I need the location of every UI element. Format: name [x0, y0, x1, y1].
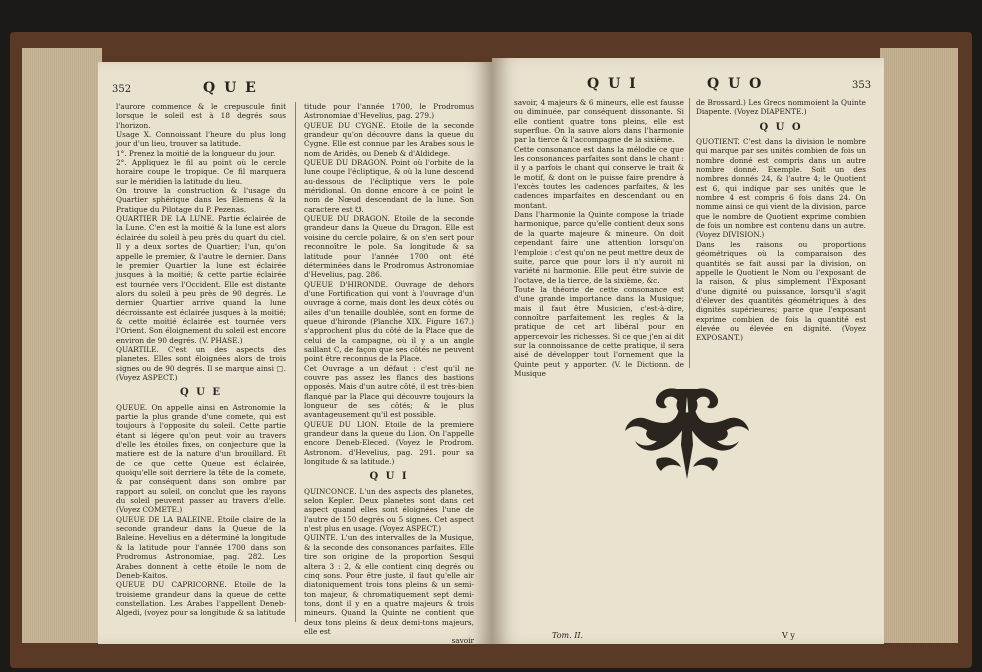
- running-head-left: Q U I: [587, 76, 638, 92]
- paragraph: QUEUE DU DRAGON. Point où l'orbite de la lune coupe l'écliptique, & où la lune descend au-dessous de l'écliptique vers le pole méridional. On donne encore à ce point le nom de Nœud descendant de la lune. Son caractere est ☋.: [304, 158, 474, 214]
- paragraph: Cette consonance est dans la mélodie ce que les consonances parfaites sont dans le chant : il y a parfois le chant qui conserve le trait & le motif, & dont on le puisse faire prendre à l'excès toutes les cadences parfaites, & les cadences imparfaites en descendant ou en montant.: [514, 144, 684, 210]
- paragraph: Dans les raisons ou proportions géométriques où la comparaison des quantités se fait aussi par la division, on appelle le Quotient le Nom ou l'exposant de la raison, & plus simplement l'Exposant d'une dignité ou puissance, lorsqu'il s'agit d'élever des quantités géométriques à des dignités supérieures; parce que l'exposant exprime combien de fois la quantité est élevée ou élevée en dignité. (Voyez EXPOSANT.): [696, 239, 866, 343]
- paragraph: Cet Ouvrage a un défaut : c'est qu'il ne couvre pas assez les flancs des bastions opposés. Mais d'un autre côté, il est très-bien flanqué par la Place qui découvre toujours la longueur de ses côtés; & le plus avantageusement qu'il est possible.: [304, 363, 474, 420]
- column-rule: [295, 102, 296, 622]
- paragraph: titude pour l'année 1700, le Prodromus Astronomiae d'Hevelius, pag. 279.): [304, 102, 474, 121]
- paragraph: QUINTE. L'un des intervalles de la Musique, & la seconde des consonances parfaites. Elle tire son origine de la proportion Sesqui altera 3 : 2, & elle contient cinq degrés ou cinq sons. Pour être juste, il faut qu'elle air diatoniquement trois tons pleins & un semi-ton majeur, & chromatiquement sept demi-tons, dont il y en a quatre majeurs & trois mineurs. Quand la Quinte ne contient que deux tons pleins & deux demi-tons majeurs, elle est: [304, 533, 474, 636]
- paragraph: l'aurore commence & le crepuscule finit lorsque le soleil est à 18 degrés sous l'horizon.: [116, 102, 286, 130]
- section-heading: Q U I: [369, 471, 409, 483]
- left-page: [98, 62, 492, 644]
- running-head-right: Q U O: [707, 76, 764, 92]
- paragraph: QUEUE DU LION. Etoile de la premiere grandeur dans la queue du Lion. On l'appelle encore Deneb-Eleced. (Voyez le Prodrom. Astronom. d'Hevelius, pag. 291. pour sa longitude & sa latitude.): [304, 419, 474, 467]
- running-head: Q U E: [203, 80, 258, 96]
- paragraph: QUEUE. On appelle ainsi en Astronomie la partie la plus grande d'une comete, qui est toujours à l'opposite du soleil. Cette partie étant si légere qu'on peut voir au travers d'elle les étoiles fixes, on conjecture que la matiere est de la nature d'un brouillard. Et de ce que cette Queue est éclairée, quoiqu'elle soit derriere la tête de la comete, & par conséquent dans son ombre par rapport au soleil, on conclut que les rayons du soleil peuvent passer au travers d'elle. (Voyez COMETE.): [116, 402, 286, 515]
- section-heading: Q U O: [759, 121, 803, 133]
- right-page-edges: [880, 48, 958, 643]
- signature-mark: V y: [782, 631, 795, 640]
- page-number: 353: [852, 80, 872, 91]
- column-rule: [689, 98, 690, 368]
- paragraph: QUEUE DU DRAGON. Etoile de la seconde grandeur dans la Queue du Dragon. Elle est voisine du cercle polaire, & on s'en sert pour reconnoître le pole. Sa longitude & sa latitude pour l'année 1700 ont été déterminées dans le Prodromus Astronomiae d'Hevelius, pag. 286.: [304, 214, 474, 280]
- paragraph: QUEUE DU CYGNE. Etoile de la seconde grandeur qu'on découvre dans la queue du Cygne. Elle est connue par les Arabes sous le nom de Aridès, ou Deneb & d'Aldidege.: [304, 120, 474, 158]
- right-column-2: [696, 98, 866, 343]
- paragraph: QUOTIENT. C'est dans la division le nombre qui marque par ses unités combien de fois un nombre donné est compris dans un autre nombre donné. Exemple. Soit un des nombres donnés 24, & l'autre 4; le Quotient est 6, qui indique par ses unités que le nombre 4 est compris 6 fois dans 24. On nomme ainsi ce qui vient de la division, parce que le nombre de Quotient exprime combien de fois un nombre est contenu dans un autre. (Voyez DIVISION.): [696, 137, 866, 240]
- paragraph: Dans l'harmonie la Quinte compose la triade harmonique, parce qu'elle contient deux sons de la quarte majeure & mineure. On doit cependant faire une attention lorsqu'on l'emploie : c'est qu'on ne peut mettre deux de suite, parce que pour lors il n'y auroit ni variété ni harmonie. Elle peut être suivie de l'octave, de la tierce, de la sixième, &c.: [514, 210, 684, 285]
- right-column-1: [514, 98, 684, 378]
- left-page-edges: [22, 48, 102, 643]
- paragraph: savoir, 4 majeurs & 6 mineurs, elle est fausse ou diminuée, par conséquent dissonante. Si elle contient quatre tons pleins, elle est superflue. On la sauve alors dans l'harmonie par la tierce & l'accompagne de la sixième.: [514, 98, 684, 145]
- paragraph: 2°. Appliquez le fil au point où le cercle horaire coupe le tropique. Ce fil marquera sur le méridien la latitude du lieu.: [116, 158, 286, 186]
- footer-volume: Tom. II.: [552, 631, 584, 640]
- paragraph: Usage X. Connoissant l'heure du plus long jour d'un lieu, trouver sa latitude.: [116, 130, 286, 149]
- paragraph: QUEUE D'HIRONDE. Ouvrage de dehors d'une Fortification qui vont à l'ouvrage d'un ouvrage à corne, mais dont les deux côtés ou ailes d'un tenaille doublée, sont en forme de queue d'hironde (Planche XIX. Figure 167.) s'approchent plus du côté de la Place que de celui de la campagne, où il y a un angle saillant C, de façon que ses côtés ne peuvent point être reconnus de la Place.: [304, 279, 474, 364]
- paragraph: 1°. Prenez la moitié de la longueur du jour.: [116, 148, 276, 158]
- paragraph: QUARTIER DE LA LUNE. Partie éclairée de la Lune. C'en est la moitié & la lune est alors éclairée du soleil à peu près du quart du ciel. Il y a deux sortes de Quartier; l'un, qu'on appelle le premier, & l'autre le dernier. Dans le premier Quartier la lune est éclairée jusques à la moitié; & cette partie éclairée est tournée vers l'Occident. Elle est distante alors du soleil à peu près de 90 degrés. Le dernier Quartier arrive quand la lune décroissante est éclairée jusques à la moitié; & cette moitié éclairée est tournée vers l'Orient. Son éloignement du soleil est encore environ de 90 degrés. (V. PHASE.): [116, 214, 286, 345]
- fleuron-ornament: [617, 375, 757, 485]
- page-number: 352: [112, 84, 132, 95]
- paragraph: QUEUE DU CAPRICORNE. Etoile de la troisieme grandeur dans la queue de cette constellation. Les Arabes l'appellent Deneb-Algedi, (voyez pour sa longitude & sa latitude: [116, 580, 286, 618]
- right-page: [492, 58, 884, 644]
- paragraph: QUEUE DE LA BALEINE. Etoile claire de la seconde grandeur dans la Queue de la Baleine. Hevelius en a déterminé la longitude & la latitude pour l'année 1700 dans son Prodromus Astronomiae, pag. 282. Les Arabes donnent à cette étoile le nom de Deneb-Kaitos.: [116, 514, 286, 580]
- section-heading: Q U E: [179, 387, 223, 399]
- left-column-1: [116, 102, 286, 618]
- paragraph: On trouve la construction & l'usage du Quartier sphérique dans les Elemens & la Pratique du Pilotage du P. Pezenas.: [116, 186, 286, 214]
- paragraph: Toute la théorie de cette consonance est d'une grande importance dans la Musique; mais il faut être Musicien, c'est-à-dire, connoître parfaitement les regles & la pratique de cet art libéral pour en appercevoir les richesses. Si ce que j'en ai dit sur la connoissance de cette pratique, il sera aisé de développer tout l'ornement que la Quinte peut y apporter. (V. le Dictionn. de Musique: [514, 284, 684, 378]
- paragraph: QUINCONCE. L'un des aspects des planetes, selon Kepler. Deux planetes sont dans cet aspect quand elles sont éloignées l'une de l'autre de 150 degrés ou 5 signes. Cet aspect n'est plus en usage. (Voyez ASPECT.): [304, 486, 474, 534]
- paragraph: QUARTILE. C'est un des aspects des planetes. Elles sont éloignées alors de trois signes ou de 90 degrés. Il se marque ainsi □. (Voyez ASPECT.): [116, 344, 286, 382]
- left-column-2: [304, 102, 474, 644]
- catchword: savoir: [451, 636, 474, 644]
- paragraph: de Brossard.) Les Grecs nommoient la Quinte Diapente. (Voyez DIAPENTE.): [696, 98, 866, 117]
